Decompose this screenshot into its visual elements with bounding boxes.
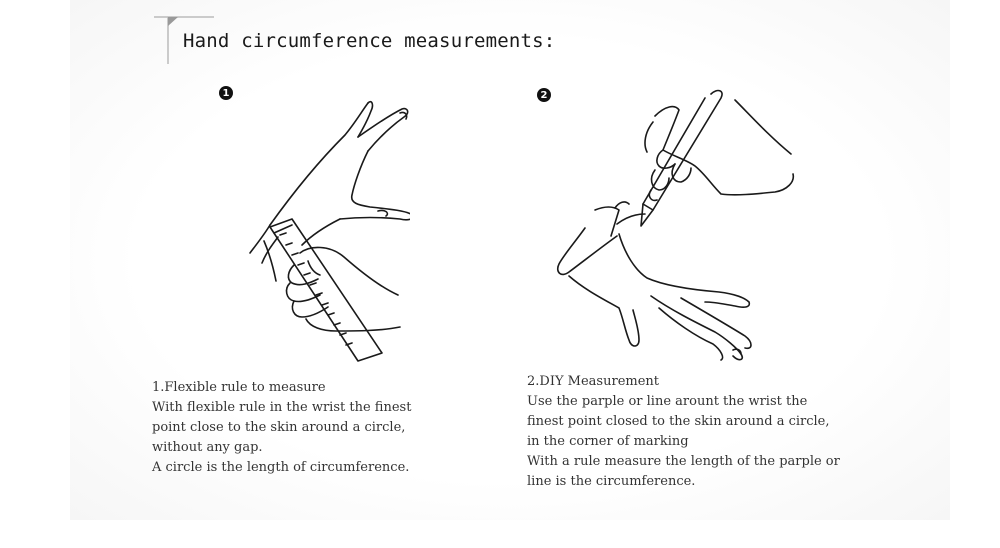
step-2-line: With a rule measure the length of the parple or (527, 454, 840, 469)
step-2-marker: 2 (537, 88, 551, 102)
step-2-heading: 2.DIY Measurement (527, 374, 659, 389)
step-1-marker: 1 (219, 86, 233, 100)
hand-with-string-and-pen-illustration (555, 86, 815, 366)
step-2-line: line is the circumference. (527, 474, 696, 489)
step-2-line: finest point closed to the skin around a circle, (527, 414, 830, 429)
step-1-description (152, 378, 411, 478)
step-2-description (527, 372, 840, 492)
step-1-line: without any gap. (152, 440, 263, 455)
step-1-heading: 1.Flexible rule to measure (152, 380, 326, 395)
step-2-line: in the corner of marking (527, 434, 689, 449)
page-title: Hand circumference measurements: (183, 30, 556, 52)
step-1-line: A circle is the length of circumference. (152, 460, 410, 475)
step-2-line: Use the parple or line arount the wrist the (527, 394, 808, 409)
step-1-line: point close to the skin around a circle, (152, 420, 406, 435)
step-1-line: With flexible rule in the wrist the finest (152, 400, 412, 415)
hand-with-flexible-rule-illustration (240, 95, 410, 370)
